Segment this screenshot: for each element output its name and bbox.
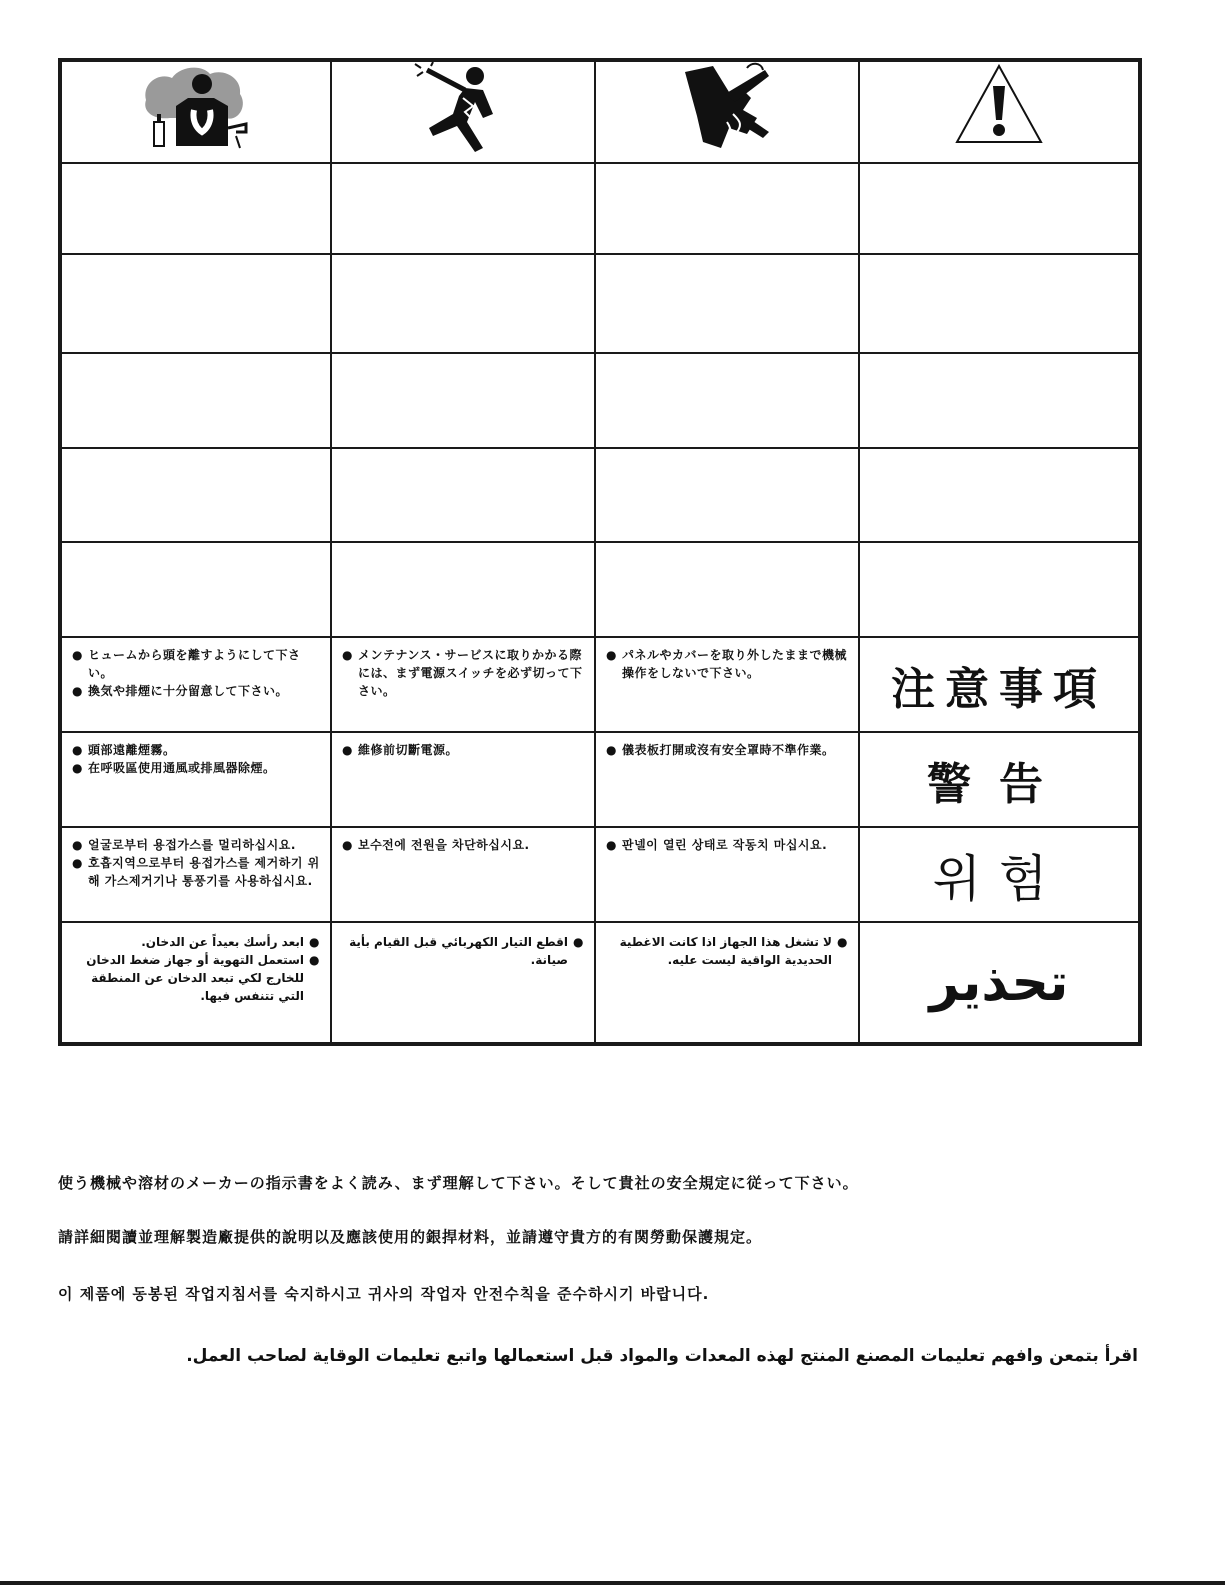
- note-arabic: اقرأ بتمعن وافهم تعليمات المصنع المنتج لهذه المعدات والمواد قبل استعمالها واتبع تعليمات الوقاية لصاحب العمل.: [186, 1346, 1138, 1366]
- icon-row: [60, 60, 1140, 163]
- list-item: ● 換気や排煙に十分留意して下さい。: [72, 684, 289, 698]
- blank-row: [60, 254, 1140, 353]
- blank-row: [60, 353, 1140, 448]
- list-item: ● 판넬이 열린 상태로 작동치 마십시요.: [606, 838, 828, 852]
- moving-parts-icon-cell: [595, 60, 859, 163]
- japanese-warning-cell: [859, 637, 1140, 732]
- warning-word-chinese: 警告: [927, 758, 1071, 810]
- korean-warning-cell: [859, 827, 1140, 922]
- warning-word-arabic: تحذير: [929, 952, 1069, 1013]
- arabic-fumes-cell: [60, 922, 331, 1044]
- warning-word-japanese: 注意事項: [891, 663, 1107, 715]
- chinese-parts-cell: [595, 732, 859, 827]
- korean-row: [60, 827, 1140, 922]
- chinese-shock-cell: [331, 732, 595, 827]
- japanese-parts-cell: [595, 637, 859, 732]
- list-item: ● 호흡지역으로부터 용접가스를 제거하기 위해 가스제거기나 통풍기를 사용하십시요.: [72, 856, 320, 888]
- arabic-parts-cell: [595, 922, 859, 1044]
- moving-parts-icon: [677, 62, 777, 154]
- list-item: ● メンテナンス・サービスに取りかかる際には、まず電源スイッチを必ず切って下さい。: [342, 648, 583, 698]
- list-item: ● 얼굴로부터 용접가스를 멀리하십시요.: [72, 838, 296, 852]
- japanese-row: [60, 637, 1140, 732]
- bottom-rule: [0, 1581, 1225, 1585]
- blank-row: [60, 448, 1140, 542]
- korean-shock-cell: [331, 827, 595, 922]
- list-item: ● 儀表板打開或沒有安全罩時不準作業。: [606, 743, 835, 757]
- list-item: ● استعمل التهوية أو جهاز ضغط الدخان للخارج لكي تبعد الدخان عن المنطقة التي تتنفس فيها.: [86, 953, 320, 1003]
- list-item: ● ヒュームから頭を離すようにして下さい。: [72, 648, 301, 680]
- chinese-row: [60, 732, 1140, 827]
- chinese-fumes-cell: [60, 732, 331, 827]
- list-item: ● 보수전에 전원을 차단하십시요.: [342, 838, 530, 852]
- note-japanese: 使う機械や溶材のメーカーの指示書をよく読み、まず理解して下さい。そして貴社の安全規定に従って下さい。: [58, 1174, 859, 1192]
- list-item: ● ابعد رأسك بعيداً عن الدخان.: [141, 935, 320, 949]
- chinese-warning-cell: [859, 732, 1140, 827]
- list-item: ● パネルやカバーを取り外したままで機械操作をしないで下さい。: [606, 648, 848, 680]
- list-item: ● لا تشغل هذا الجهاز اذا كانت الاغطية الحديدية الواقية ليست عليه.: [619, 935, 848, 967]
- arabic-row: [60, 922, 1140, 1044]
- arabic-shock-cell: [331, 922, 595, 1044]
- warning-triangle-icon: [953, 62, 1045, 146]
- japanese-fumes-cell: [60, 637, 331, 732]
- warning-word-korean: 위험: [932, 849, 1066, 908]
- warning-icon-cell: [859, 60, 1140, 163]
- list-item: ● 頭部遠離煙霧。: [72, 743, 176, 757]
- japanese-shock-cell: [331, 637, 595, 732]
- blank-row: [60, 163, 1140, 254]
- list-item: ● اقطع التيار الكهربائي قبل القيام بأية صيانة.: [349, 935, 584, 967]
- electric-shock-icon: [413, 62, 513, 154]
- note-chinese: 請詳細閱讀並理解製造廠提供的說明以及應該使用的銀捍材料，並請遵守貴方的有関勞動保護規定。: [58, 1228, 763, 1246]
- fumes-icon: [136, 62, 256, 154]
- shock-icon-cell: [331, 60, 595, 163]
- safety-warning-table: [58, 58, 1142, 1046]
- fumes-icon-cell: [60, 60, 331, 163]
- list-item: ● 維修前切斷電源。: [342, 743, 459, 757]
- korean-fumes-cell: [60, 827, 331, 922]
- blank-row: [60, 542, 1140, 637]
- arabic-warning-cell: [859, 922, 1140, 1044]
- korean-parts-cell: [595, 827, 859, 922]
- list-item: ● 在呼吸區使用通風或排風器除煙。: [72, 761, 276, 775]
- note-korean: 이 제품에 동봉된 작업지침서를 숙지하시고 귀사의 작업자 안전수칙을 준수하시기 바랍니다.: [58, 1285, 710, 1303]
